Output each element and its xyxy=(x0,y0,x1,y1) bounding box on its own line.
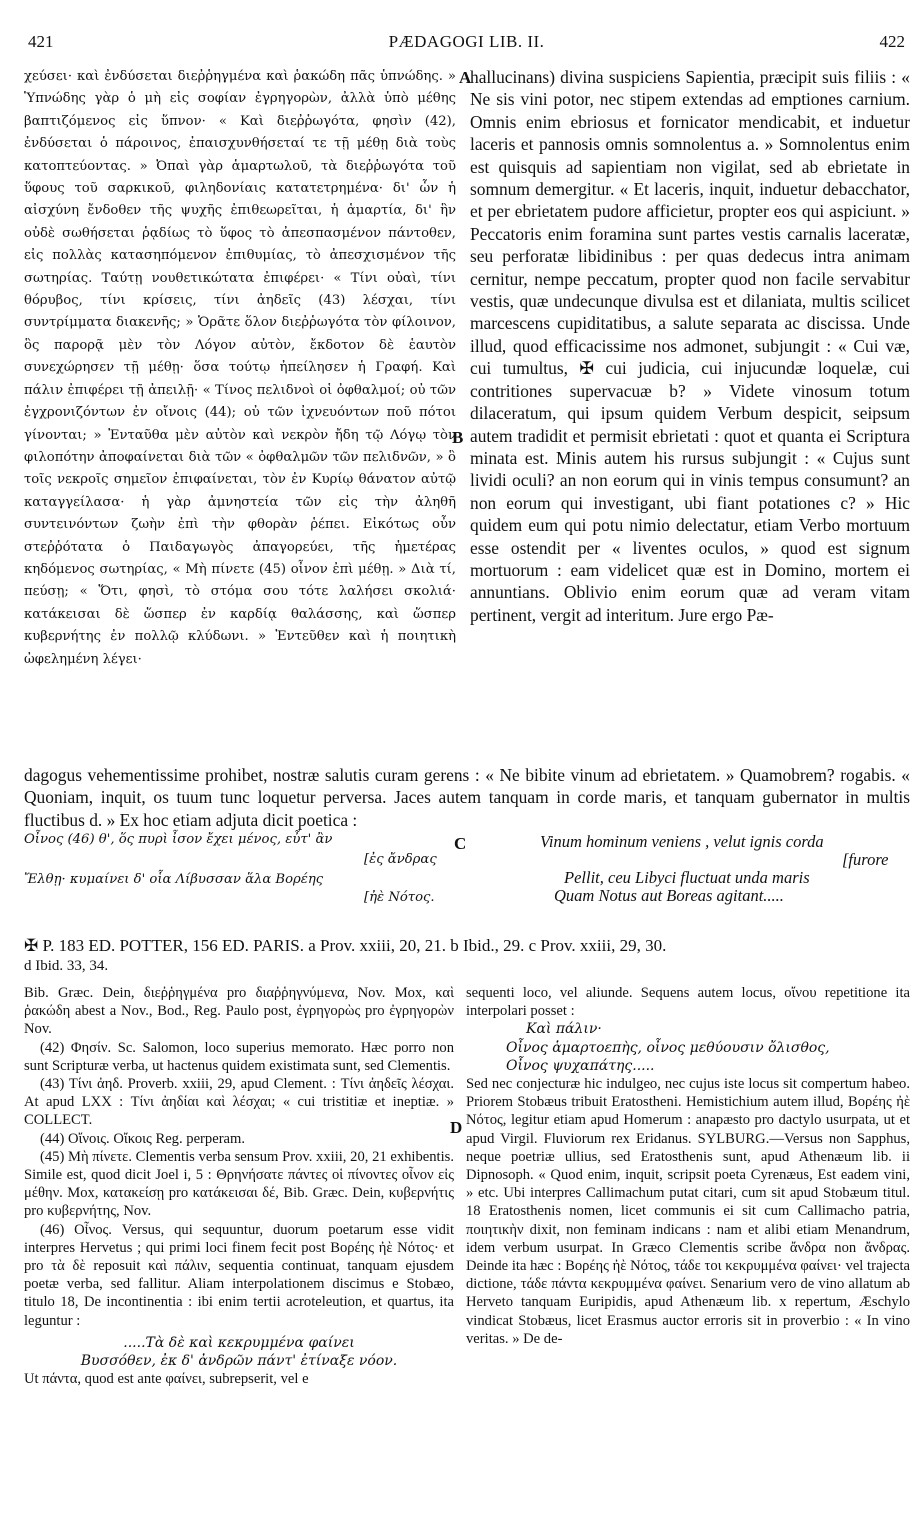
notes-left-column xyxy=(24,984,454,1524)
note-paragraph-end: Ut πάντα, quod est ante φαίνει, subrepserit, vel e xyxy=(24,1371,309,1388)
greek-verse-line-2-tail: [ἠὲ Νότος. xyxy=(364,890,435,905)
margin-letter-a: A xyxy=(459,68,472,87)
note-45: (45) Μὴ πίνετε. Clementis verba sensum Prov. xxiii, 20, 21 exhibentis. Simile est, quod dicit Joel i, 5 : Θρηνήσατε πάντες οἱ πίνοντες οἶνον εἰς μέθην. Mox, κατακείσῃ pro κατάκεισαι δέ, Bib. Græc. Dein, κυβερνήτις pro κυβερνήτης, Nov. xyxy=(24,1148,454,1220)
scripture-references xyxy=(24,936,914,976)
greek-verse-line-2: Ἔλθῃ· κυμαίνει δ' οἷα Λίβυσσαν ἅλα Βορέης xyxy=(24,872,324,887)
greek-verse-line-1: Οἶνος (46) θ', ὅς πυρὶ ἶσον ἔχει μένος, εὖτ' ἂν xyxy=(24,832,333,847)
latin-text-column xyxy=(470,66,910,758)
note-42: (42) Φησίν. Sc. Salomon, loco superius memorato. Hæc porro non sunt Scripturæ verba, ut hactenus quidem existimata sunt, sed Clementis. xyxy=(24,1039,454,1074)
note-paragraph: Bib. Græc. Dein, διεῤῥηγμένα pro διαῤῥηγνύμενα, Nov. Mox, καὶ ῥακώδη abest a Nov., Bod., Reg. Paulo post, ἐγρηγορὼς pro ἐγρηγορὼν Nov. xyxy=(24,985,454,1038)
margin-letter-b: B xyxy=(452,428,464,447)
latin-main-text: hallucinans) divina suspiciens Sapientia, præcipit suis filiis : « Ne sis vini potor, nec stipem extendas ad emptiones carnium. Omnis enim ebriosus et fornicator mendicabit, et induetur laceris et pannosis omnis somnolentus a. » Somnolentus enim est quisquis ad sapientiam non vigilat, sed ab ebrietate in somnum demergitur. « Et laceris, inquit, induetur debacchator, et per ebrietatem pudore afficietur, propter eos qui aspiciunt. » Peccatoris enim foramina sunt partes vestis carnalis laceratæ, seu perforatæ libidinibus : per quas dedecus intra animam cernitur, nempe peccatum, propter quod non facile servabitur vestis, quæ undecunque divulsa est et dilaniata, multis scilicet marcescens cupiditatibus, a salute separata ac discissa. Unde illud, quod efficacissime nos admonet, subjungit : « Cui væ, cui tumultus, ✠ cui judicia, cui injucundæ loquelæ, cui contritiones supervacuæ b? » Videte vinosum totum dilaceratum, qui ipsum quidem Verbum despicit, seipsum autem tradidit et permisit ebrietati : quot et quanta ei Scriptura minata est. Minis autem his rursus subjungit : « Cujus sunt lividi oculi? an non eorum qui in vinis tempus consumunt? an non eorum qui investigant, ubi fiant potationes c? » Hic quidem eum qui potu nimio delectatur, etiam Verbo mortuum esse ostendit per « liventes oculos, » quod est signum mortuorum : eam videlicet quæ est in Domino, mortem ei annuntians. Oblivio enim eorum quæ ad veram vitam pertinent, vergit ad interitum. Jure ergo Pæ- xyxy=(470,67,910,625)
greek-verse-line-1-tail: [ἐς ἄνδρας xyxy=(364,852,437,867)
reference-line-2: d Ibid. 33, 34. xyxy=(24,958,109,974)
full-width-paragraph xyxy=(24,764,910,832)
notes-right-column xyxy=(466,984,910,1524)
full-width-text: dagogus vehementissime prohibet, nostræ salutis curam gerens : « Ne bibite vinum ad ebrietatem. » Quamobrem? rogabis. « Quoniam, inquit, os tuum tunc loquetur perversa. Jaces autem tanquam in corde maris, et tanquam gubernator in multis fluctibus d. » Ex hoc etiam adjuta dicit poetica : xyxy=(24,765,910,830)
reference-line-1: ✠ P. 183 ED. POTTER, 156 ED. PARIS. a Prov. xxiii, 20, 21. b Ibid., 29. c Prov. xxiii, 29, 30. xyxy=(24,936,667,955)
page-number-right: 422 xyxy=(879,32,905,51)
latin-verse-line-3: Quam Notus aut Boreas agitant..... xyxy=(554,886,784,905)
note-verse-line-b: Οἶνος ψυχαπάτης..... xyxy=(506,1057,655,1074)
page-header xyxy=(28,32,905,58)
note-46: (46) Οἶνος. Versus, qui sequuntur, duorum poetarum esse vidit interpres Hervetus ; qui primi loci finem fecit post Βορέης ἠὲ Νότος· et pro τὰ δὲ reposuit καὶ πάλιν, sequentia continuat, tanquam ejusdem poetæ verba, sed fallitur. Aliam interpolationem discimus e Stobæo, titulo 18, De incontinentia : ibi enim tertii acroteleution, et quartus, ita leguntur : xyxy=(24,1221,454,1329)
note-continuation: sequenti loco, vel aliunde. Sequens autem locus, οἴνου repetitione ita interpolari posset : xyxy=(466,985,910,1020)
latin-verse-line-1: Vinum hominum veniens , velut ignis corda xyxy=(540,832,824,851)
note-discussion: Sed nec conjecturæ hic indulgeo, nec cujus iste locus sit compertum habeo. Priorem Stobæus tribuit Eratostheni. Hemistichium autem illud, Βορέης ἠὲ Νότος, legitur etiam apud Homerum : anapæsto pro dactylo usurpata, ut et apud Virgil. Fluviorum rex Eridanus. SYLBURG.—Versus non Sapphus, neque poetriæ ullius, sed Eratosthenis sunt, apud Athenæum lib. ii Dipnosoph. « Quod enim, inquit, scripsit poeta Cyrenæus, Est eadem vini, » etc. Ubi interpres Callimachum putat citari, cum sit apud Stobæum titul. 18 Eratosthenis nomen, licet communis ei sit cum Callimacho patria, ποιητικὴν dixit, non feminam indicans : nam et alibi etiam Menandrum, idem verbum usurpat. In Græco Clementis scribe ἄνδρα non ἄνδρας. Deinde ita hæc : Βορέης ἠὲ Νότος, τάδε τοι κεκρυμμένα φαίνει· vel trajecta dictione, τάδε πάντα κεκρυμμένα φαίνει. Senarium vero de vino allatum ab Herveto tanquam Euripidis, apud Athenæum lib. x repertum, Æschylo vindicat Stobæus, licet Erasmus auctor erroris sit in proverbio : « In vino veritas. » De de- xyxy=(466,1076,910,1347)
latin-verse-line-1-tail: [furore xyxy=(842,850,889,869)
margin-letter-d: D xyxy=(450,1118,463,1137)
greek-main-text: χεύσει· καὶ ἐνδύσεται διεῤῥηγμένα καὶ ῥακώδη πᾶς ὑπνώδης. » Ὑπνώδης γὰρ ὁ μὴ εἰς σοφίαν ἐγρηγορὼν, ἀλλὰ ὑπὸ μέθης βαπτιζόμενος εἰς ὕπνον· « Καὶ διεῤῥωγότα, φησὶν (42), ἐνδύσεται ὁ πάροινος, ἐπαισχυνθήσεταί τε τῇ μέθῃ διὰ τοὺς κατοπτεύοντας. » Ὀπαὶ γὰρ ἁμαρτωλοῦ, τὰ διεῤῥωγότα τοῦ ὕφους τοῦ σαρκικοῦ, φιληδονίαις κατατετρημένα· δι' ὧν ἡ αἰσχύνη ἔνδοθεν τῆς ψυχῆς ἐπιθεωρεῖται, ἡ ἁμαρτία, δι' ἣν οὐδὲ σωθήσεται ῥᾳδίως τὸ ὕφος τὸ ἀπεσπασμένον πάντοθεν, εἰς πολλὰς κατασηπόμενον ἐπιθυμίας, τὸ ἀπεσχισμένον τῆς σωτηρίας. Ταύτῃ νουθετικώτατα ἐπιφέρει· « Τίνι οὐαὶ, τίνι θόρυβος, τίνι κρίσεις, τίνι ἀηδεῖς (43) λέσχαι, τίνι συντρίμματα διακενῆς; » Ὁρᾶτε ὅλον διεῤῥωγότα τὸν φίλοινον, ὃς παρορᾷ μὲν τὸν Λόγον αὐτὸν, ἔκδοτον δὲ ἑαυτὸν συνεχώρησεν τῇ μέθῃ· ὅσα τούτῳ ἠπείλησεν ἡ Γραφή. Καὶ πάλιν ἐπιφέρει τῇ ἀπειλῇ· « Τίνος πελιδνοὶ οἱ ὀφθαλμοί; οὐ τῶν ἐγχρονιζόντων ἐν οἴνοις (44); οὐ τῶν ἰχνευόντων ποῦ πότοι γίνονται; » Ἐνταῦθα μὲν αὐτὸν καὶ νεκρὸν ἤδη τῷ Λόγῳ τὸν φιλοπότην ἀποφαίνεται διὰ τῶν « ὀφθαλμῶν τῶν πελιδνῶν, » ὃ τοῖς νεκροῖς σημεῖον ἐπιφαίνεται, τὸν ἐν Κυρίῳ θάνατον αὐτῷ καταγγείλασα· ἡ γὰρ ἀμνηστεία τῶν εἰς τὴν ἀληθῆ συντεινόντων ζωὴν ἐπὶ τὴν φθορὰν ῥέπει. Εἰκότως οὖν στεῤῥότατα ὁ Παιδαγωγὸς ἀπαγορεύει, τῆς ἡμετέρας κηδόμενος σωτηρίας, « Μὴ πίνετε (45) οἶνον ἐπὶ μέθῃ. » Διὰ τί, πεύσῃ; « Ὅτι, φησὶ, τὸ στόμα σου τότε λαλήσει σκολιά· κατάκεισαι δὲ ὥσπερ ἐν καρδίᾳ θαλάσσης, καὶ ὥσπερ κυβερνήτης ἐν πολλῷ κλύδωνι. » Ἐντεῦθεν καὶ ἡ ποιητικὴ ὠφελημένη λέγει· xyxy=(24,69,456,667)
verse-block xyxy=(24,832,910,905)
page-number-left: 421 xyxy=(28,32,54,51)
greek-text-column xyxy=(24,66,456,758)
note-43: (43) Τίνι ἀηδ. Proverb. xxiii, 29, apud Clement. : Τίνι ἀηδεῖς λέσχαι. At apud LXX : Τίνι ἀηδίαι καὶ λέσχαι; « cui tristitiæ et ineptiæ. » COLLECT. xyxy=(24,1076,454,1129)
note-verse-line-1: .....Τὰ δὲ καὶ κεκρυμμένα φαίνει xyxy=(123,1334,355,1351)
running-title: PÆDAGOGI LIB. II. xyxy=(388,32,545,51)
latin-verse-line-2: Pellit, ceu Libyci fluctuat unda maris xyxy=(564,868,810,887)
note-44: (44) Οἴνοις. Οἴκοις Reg. perperam. xyxy=(40,1130,246,1147)
margin-letter-c: C xyxy=(454,834,467,853)
note-verse-line-a: Οἶνος ἁμαρτοεπὴς, οἶνος μεθύουσιν ὄλισθος, xyxy=(506,1039,830,1056)
note-verse-intro: Καὶ πάλιν· xyxy=(526,1021,602,1038)
note-verse-line-2: Βυσσόθεν, ἐκ δ' ἀνδρῶν πάντ' ἐτίναξε νόον. xyxy=(80,1353,398,1370)
